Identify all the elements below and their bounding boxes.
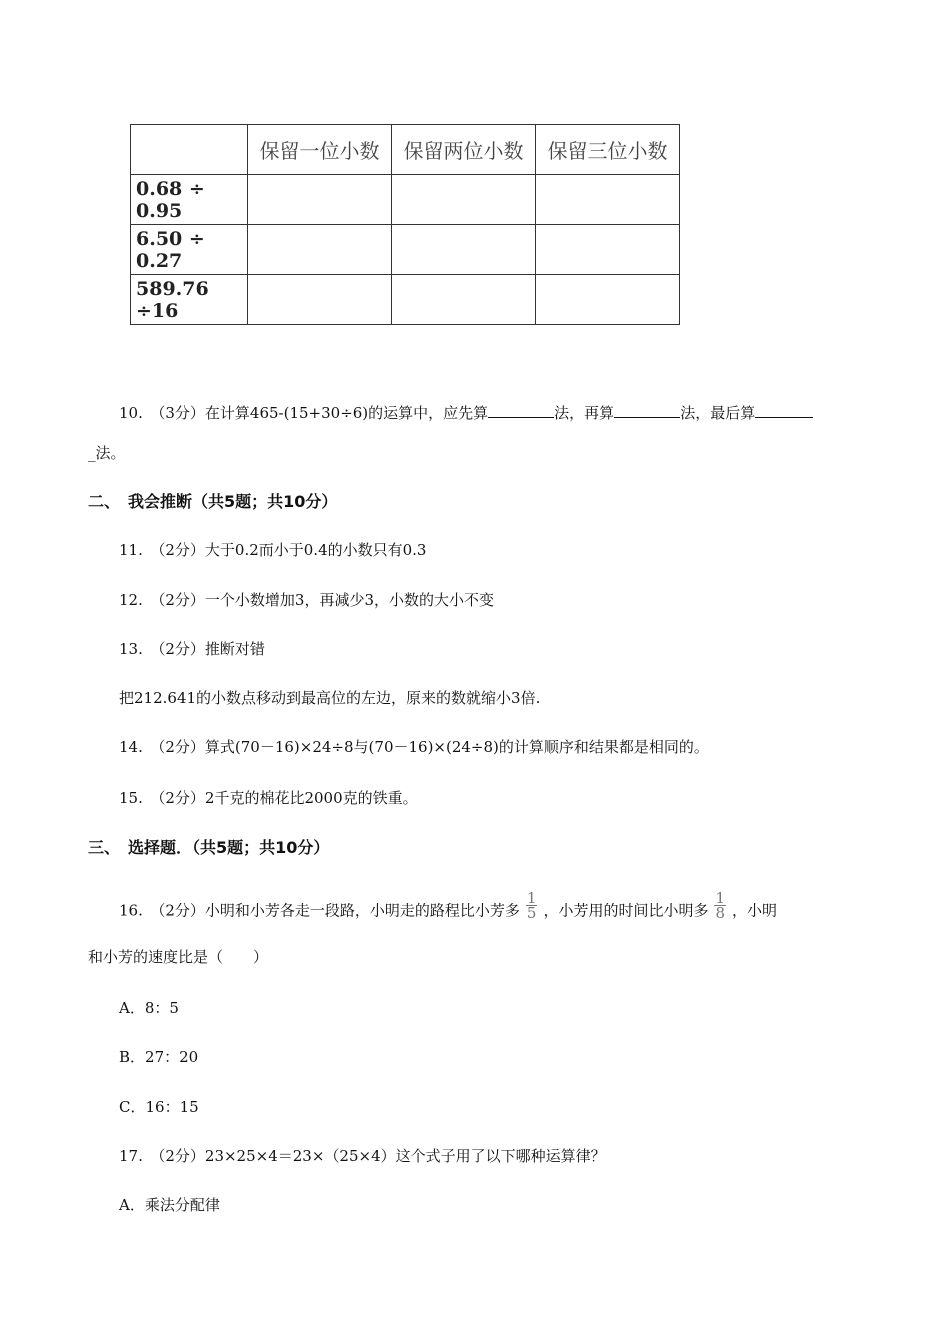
question-11: 11. （2分）大于0.2而小于0.4的小数只有0.3 [119, 541, 427, 559]
q16-continuation: 和小芳的速度比是（ ） [88, 948, 269, 966]
q10-prefix: 10. （3分）在计算465-(15+30÷6)的运算中，应先算 [119, 404, 489, 422]
table-header-empty [131, 125, 248, 175]
question-13: 13. （2分）推断对错 [119, 640, 265, 658]
table-header-one-decimal: 保留一位小数 [248, 125, 392, 175]
table-header-three-decimal: 保留三位小数 [536, 125, 680, 175]
rounding-table [130, 124, 680, 325]
q10-mid-2: 法，最后算 [680, 404, 756, 422]
q10-continuation: _法。 [88, 444, 126, 462]
fraction-one-eighth: $\frac{1}{8}$ [715, 889, 726, 922]
question-12: 12. （2分）一个小数增加3，再减少3，小数的大小不变 [119, 591, 494, 609]
q16-option-a[interactable]: A．8：5 [119, 999, 179, 1017]
table-cell-answer[interactable] [248, 225, 392, 275]
table-header-two-decimal: 保留两位小数 [392, 125, 536, 175]
question-13-body: 把212.641的小数点移动到最高位的左边，原来的数就缩小3倍. [119, 689, 541, 707]
q16-part-3: ，小明 [732, 901, 778, 920]
q10-mid-1: 法，再算 [554, 404, 615, 422]
question-10 [119, 402, 813, 423]
table-cell-answer[interactable] [536, 275, 680, 325]
table-cell-answer[interactable] [248, 175, 392, 225]
table-cell-answer[interactable] [392, 175, 536, 225]
table-cell-answer[interactable] [248, 275, 392, 325]
question-14: 14. （2分）算式(70－16)×24÷8与(70－16)×(24÷8)的计算顺序和结果都是相同的。 [119, 738, 709, 756]
q16-part-2: ，小芳用的时间比小明多 [543, 901, 709, 920]
fraction-one-fifth: $\frac{1}{5}$ [526, 889, 537, 922]
question-16 [119, 889, 778, 926]
q10-blank-1[interactable] [488, 403, 554, 418]
question-17: 17. （2分）23×25×4＝23×（25×4）这个式子用了以下哪种运算律？ [119, 1147, 606, 1165]
q10-blank-3[interactable] [755, 403, 813, 418]
q16-part-1: 16. （2分）小明和小芳各走一段路，小明走的路程比小芳多 [119, 901, 520, 920]
q16-option-b[interactable]: B．27：20 [119, 1048, 199, 1066]
table-row-expression: 589.76 ÷16 [131, 275, 248, 325]
section-3-title: 三、 选择题．（共5题；共10分） [88, 838, 330, 857]
question-15: 15. （2分）2千克的棉花比2000克的铁重。 [119, 789, 418, 807]
table-cell-answer[interactable] [536, 225, 680, 275]
q10-blank-2[interactable] [614, 403, 680, 418]
table-cell-answer[interactable] [392, 275, 536, 325]
table-cell-answer[interactable] [392, 225, 536, 275]
q16-option-c[interactable]: C．16：15 [119, 1098, 199, 1116]
section-2-title: 二、 我会推断（共5题；共10分） [88, 492, 338, 511]
q17-option-a[interactable]: A．乘法分配律 [119, 1196, 220, 1214]
table-row-expression: 6.50 ÷ 0.27 [131, 225, 248, 275]
table-cell-answer[interactable] [536, 175, 680, 225]
table-row-expression: 0.68 ÷ 0.95 [131, 175, 248, 225]
